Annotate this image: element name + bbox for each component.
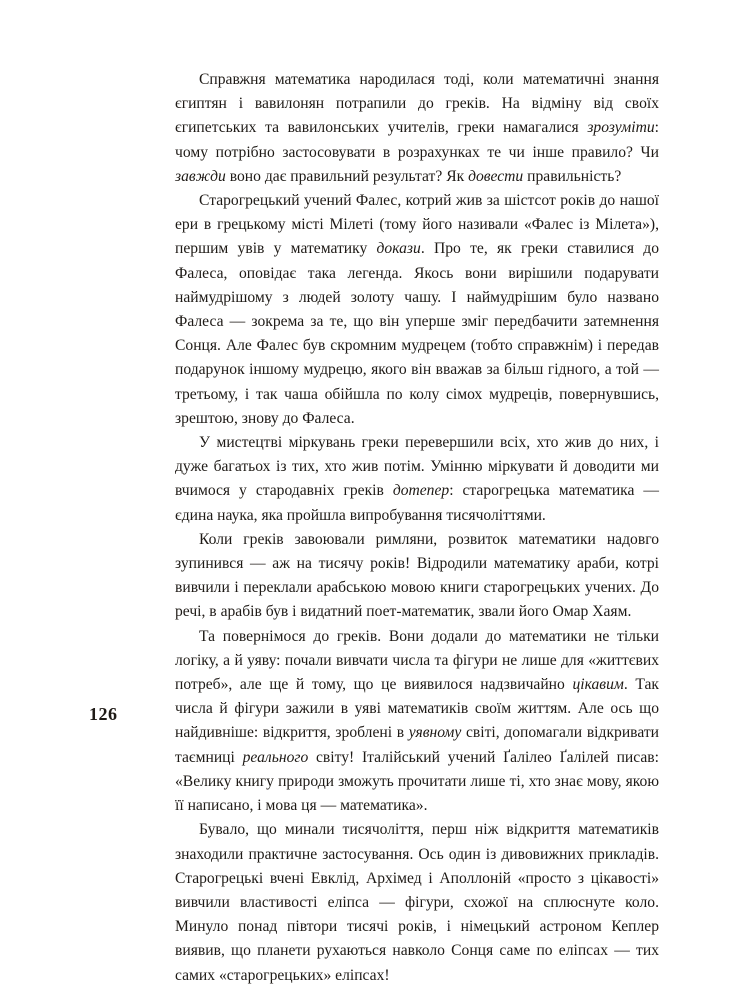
text-run: правильність? [523,167,622,185]
text-run: Коли греків завоювали римляни, розвиток математики надовго зупинився — аж на тисячу років! Відродили математику араби, котрі вивчили і переклали арабською мовою книги старогрецьких учених. До речі, в арабів був і видатний поет-математик, звали його Омар Хаям. [175,530,659,621]
text-run: Та повернімося до греків. Вони додали до математики не тільки логіку, а й уяву: почали вивчати числа та фігури не лише для «життєвих потреб», але ще й тому, що це виявилося надзвичайно [175,627,659,694]
paragraph-1 [175,68,659,189]
emphasized-text: довести [468,167,524,185]
text-run: : старогрецька математика — єдина наука, яка пройшла випробування тисячоліттями. [175,482,659,524]
paragraph-5 [175,625,659,819]
emphasized-text: реального [242,748,309,766]
text-run: воно дає правильний результат? Як [225,167,469,185]
text-run: світу! Італійський учений Ґалілео Ґалілей писав: «Велику книгу природи зможуть прочитати лише ті, хто знає мову, якою її написано, і мова ця — математика». [175,748,659,815]
text-run: У мистецтві міркувань греки перевершили всіх, хто жив до них, і дуже багатьох із тих, хто жив потім. Умінню міркувати й доводити ми вчимося у стародавніх греків [175,434,659,500]
text-run: : чому потрібно застосовувати в розрахунках те чи інше правило? Чи [175,119,659,161]
emphasized-text: дотепер [392,482,450,500]
body-text [175,68,659,988]
emphasized-text: зрозуміти [587,119,655,137]
paragraph-2 [175,189,659,431]
text-run: Бувало, що минали тисячоліття, перш ніж відкриття математиків знаходили практичне застосування. Ось один із дивовижних прикладів. Старогрецькі вчені Евклід, Архімед і Аполлоній «просто з цікавості» вивчили властивості еліпса — фігури, схожої на сплюснуте коло. Минуло понад півтори тисячі років, і німецький астроном Кеплер виявив, що планети рухаються навколо Сонця саме по еліпсах — тих самих «старогрецьких» еліпсах! [175,821,659,984]
emphasized-text: завжди [175,167,226,185]
text-run: . Про те, як греки ставилися до Фалеса, оповідає така легенда. Якось вони вирішили подарувати наймудрішому з людей золоту чашу. І наймудрішим було названо Фалеса — зокрема за те, що він уперше зміг передбачити затемнення Сонця. Але Фалес був скромним мудрецем (тобто справжнім) і передав подарунок іншому мудрецю, якого він вважав за більш гідного, а той — третьому, і так чаша обійшла по колу сімох мудреців, повернувшись, зрештою, знову до Фалеса. [175,240,659,427]
emphasized-text: цікавим [572,676,624,694]
text-run: . Так числа й фігури зажили в уяві математиків своїм життям. Але ось що найдивніше: відкриття, зроблені в [175,676,660,742]
text-run: Справжня математика народилася тоді, коли математичні знання єгиптян і вавилонян потрапили до греків. На відміну від своїх єгипетських та вавилонських учителів, греки намагалися [175,71,659,137]
emphasized-text: уявному [408,724,462,742]
paragraph-4 [175,528,659,625]
paragraph-6 [175,818,659,987]
emphasized-text: докази [376,240,421,258]
paragraph-3 [175,431,659,528]
text-run: світі, допомагали відкривати таємниці [175,724,659,766]
page-number: 126 [89,704,118,724]
text-run: Старогрецький учений Фалес, котрий жив за шістсот років до нашої ери в грецькому місті Мілеті (тому його називали «Фалес із Мілета»), першим увів у математику [175,192,659,258]
